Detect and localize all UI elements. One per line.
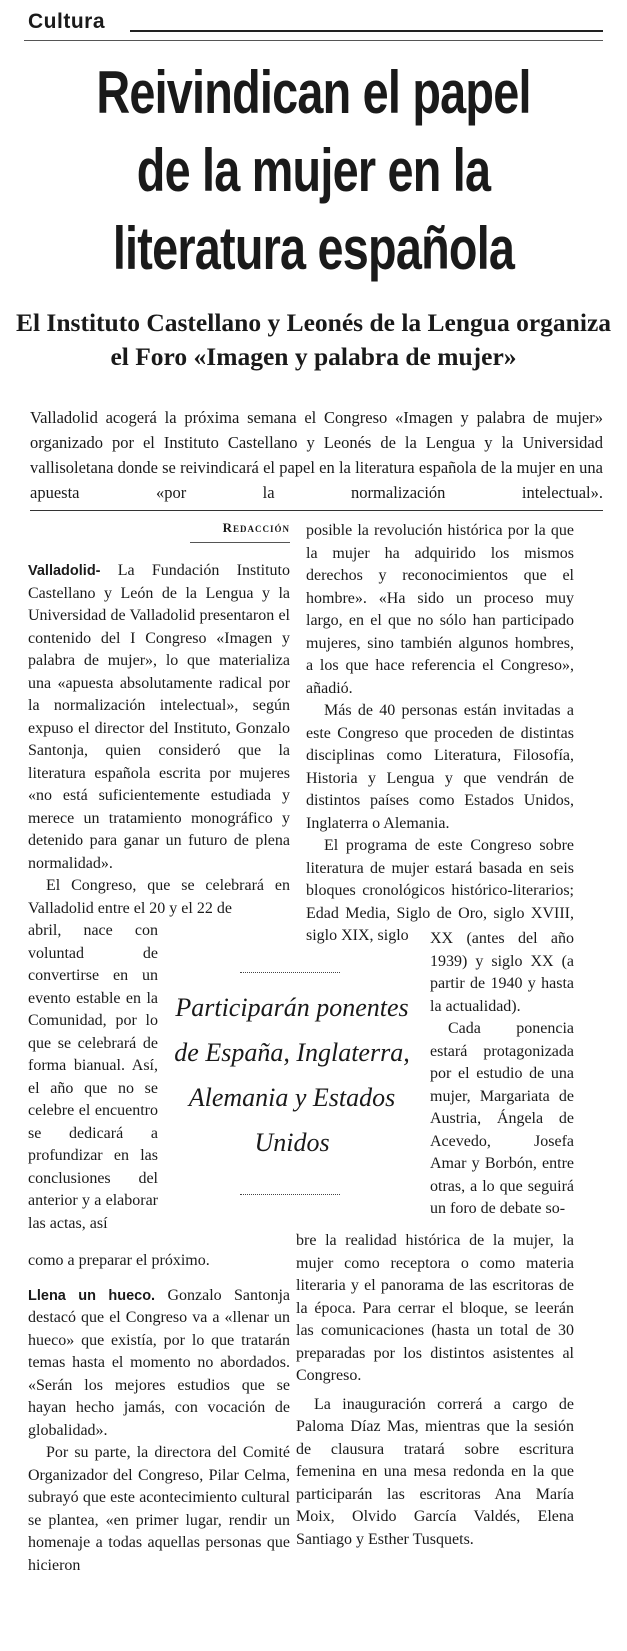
paragraph-8a: Cada ponencia estará protagonizada por el estudio de una mujer, Margariata de Austria, Ángela de Acevedo, Josefa Amar y Borbón, entre otras, a lo que seguirá un foro de debate so-	[430, 1020, 574, 1217]
column-left-top	[28, 560, 290, 920]
pull-quote: Participarán ponentes de España, Inglaterra, Alemania y Estados Unidos	[174, 993, 410, 1157]
lead-paragraph: Valladolid acogerá la próxima semana el Congreso «Imagen y palabra de mujer» organizado por el Instituto Castellano y Leonés de la Lengua y la Universidad vallisoletana donde se reivindicará el papel en la literatura española de la mujer en una apuesta «por la normalización intelectual».	[30, 408, 603, 502]
subheading-kicker: Llena un hueco.	[28, 1287, 156, 1304]
paragraph-3	[28, 1285, 290, 1443]
section-rule	[130, 30, 603, 32]
paragraph-7: El programa de este Congreso sobre literatura de mujer estará basada en seis bloques cronológicos histórico-literarios; Edad Media, Siglo de Oro, siglo XVIII, siglo XIX, siglo	[306, 837, 574, 944]
subhead: El Instituto Castellano y Leonés de la Lengua organiza el Foro «Imagen y palabra de mujer»	[15, 308, 612, 371]
headline: Reivindican el papel de la mujer en la literatura española	[96, 59, 531, 282]
paragraph-8b: bre la realidad histórica de la mujer, la mujer como receptora o como materia literaria y el panorama de las escritoras de la época. Para cerrar el bloque, se leerán las comunicaciones (hasta un total de 30 preparadas por los distintos asistentes al Congreso.	[296, 1232, 574, 1384]
paragraph-6: Más de 40 personas están invitadas a este Congreso que proceden de distintas disciplinas como Literatura, Filosofía, Historia y Lengua y que vendrán de distintos países como Estados Unidos, Inglaterra o Alemania.	[306, 702, 574, 832]
paragraph-9: La inauguración correrá a cargo de Paloma Díaz Mas, mientras que la sesión de clausura tratará sobre escritura femenina en una mesa redonda en la que participarán las escritoras Ana María Moix, Olvido García Valdés, Elena Santiago y Esther Tusquets.	[296, 1395, 574, 1548]
paragraph-3-text: Gonzalo Santonja destacó que el Congreso va a «llenar un hueco» que existía, por lo que tratarán temas hasta el momento no abordados. «Serán los mejores estudios que se hayan hecho jamás, con vocación de globalidad».	[28, 1286, 290, 1439]
paragraph-5: posible la revolución histórica por la que la mujer ha adquirido los mismos derechos y reconocimientos que el hombre». «Ha sido un proceso muy largo, en el que no sólo han participado mujeres, sino también algunos hombres, a los que hace referencia el Congreso», añadió.	[306, 522, 574, 697]
pull-quote-dots-bottom	[240, 1194, 340, 1195]
column-left-bottom	[28, 1250, 290, 1577]
paragraph-4: Por su parte, la directora del Comité Organizador del Congreso, Pilar Celma, subrayó que este acontecimiento cultural se plantea, «en primer lugar, rendir un homenaje a todas aquellas personas que hicieron	[28, 1444, 290, 1574]
section-label: Cultura	[28, 10, 105, 33]
lead-rule	[30, 510, 603, 511]
section-rule-thin	[24, 40, 603, 41]
byline-rule	[190, 542, 290, 543]
column-right-narrow	[430, 928, 574, 1221]
paragraph-2a: El Congreso, que se celebrará en Valladolid entre el 20 y el 22 de	[28, 877, 290, 917]
column-right-bottom	[296, 1230, 574, 1551]
paragraph-2b: abril, nace con voluntad de convertirse en un evento estable en la Comunidad, por lo que se celebrará de forma bianual. Así, el año que no se celebre el encuentro se dedicará a profundizar en las conclusiones del anterior y a elaborar las actas, así	[28, 922, 158, 1232]
pull-quote-dots-top	[240, 972, 340, 973]
column-right-top	[306, 520, 574, 948]
paragraph-1-text: La Fundación Instituto Castellano y León de la Lengua y la Universidad de Valladolid presentaron el contenido del I Congreso «Imagen y palabra de mujer», lo que materializa una «apuesta absolutamente radical por la normalización intelectual», según expuso el director del Instituto, Gonzalo Santonja, quien consideró que la literatura española escrita por mujeres «no está suficientemente estudiada y merece un tratamiento monográfico y detenido para ganar un futuro de plena normalidad».	[28, 562, 290, 872]
byline: Redacción	[222, 520, 290, 535]
paragraph-7b: XX (antes del año 1939) y siglo XX (a partir de 1940 y hasta la actualidad).	[430, 930, 574, 1015]
paragraph-1	[28, 560, 290, 875]
dateline: Valladolid-	[28, 563, 101, 579]
column-left-narrow	[28, 920, 158, 1235]
paragraph-2c: como a preparar el próximo.	[28, 1252, 210, 1269]
